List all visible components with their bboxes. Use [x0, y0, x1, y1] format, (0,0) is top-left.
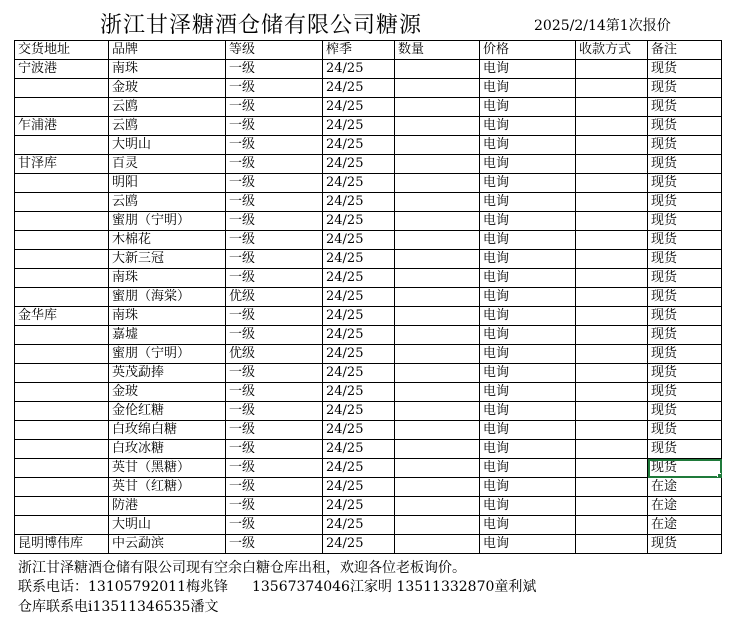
- cell-quantity[interactable]: [395, 383, 480, 402]
- cell-payment[interactable]: [576, 535, 648, 554]
- table-row: [15, 79, 722, 98]
- header-price[interactable]: 价格: [480, 41, 576, 60]
- cell-quantity[interactable]: [395, 535, 480, 554]
- cell-price[interactable]: 电询: [480, 174, 576, 193]
- cell-brand[interactable]: 明阳: [109, 174, 226, 193]
- table-row: [15, 231, 722, 250]
- cell-note[interactable]: 在途: [648, 497, 722, 516]
- cell-season[interactable]: 24/25: [323, 250, 395, 269]
- cell-note[interactable]: 现货: [648, 212, 722, 231]
- cell-season[interactable]: 24/25: [323, 440, 395, 459]
- cell-payment[interactable]: [576, 497, 648, 516]
- table-row: [15, 478, 722, 497]
- cell-location[interactable]: [15, 421, 109, 440]
- cell-note[interactable]: 现货: [648, 402, 722, 421]
- cell-location[interactable]: [15, 364, 109, 383]
- cell-location[interactable]: [15, 231, 109, 250]
- cell-brand[interactable]: 云鸥: [109, 98, 226, 117]
- cell-payment[interactable]: [576, 383, 648, 402]
- cell-payment[interactable]: [576, 193, 648, 212]
- cell-grade[interactable]: 优级: [226, 288, 323, 307]
- cell-price[interactable]: 电询: [480, 231, 576, 250]
- cell-price[interactable]: 电询: [480, 212, 576, 231]
- cell-note[interactable]: 现货: [648, 288, 722, 307]
- cell-brand[interactable]: 云鸥: [109, 117, 226, 136]
- cell-quantity[interactable]: [395, 155, 480, 174]
- cell-quantity[interactable]: [395, 288, 480, 307]
- cell-grade[interactable]: 一级: [226, 478, 323, 497]
- header-note[interactable]: 备注: [648, 41, 722, 60]
- cell-location[interactable]: [15, 79, 109, 98]
- cell-grade[interactable]: 一级: [226, 117, 323, 136]
- header-row: [15, 41, 722, 60]
- cell-location[interactable]: [15, 269, 109, 288]
- cell-price[interactable]: 电询: [480, 478, 576, 497]
- cell-location[interactable]: [15, 212, 109, 231]
- cell-location[interactable]: [15, 497, 109, 516]
- cell-quantity[interactable]: [395, 212, 480, 231]
- cell-brand[interactable]: 云鸥: [109, 193, 226, 212]
- table-row: [15, 402, 722, 421]
- cell-season[interactable]: 24/25: [323, 459, 395, 478]
- cell-brand[interactable]: 金玻: [109, 383, 226, 402]
- cell-note[interactable]: 现货: [648, 79, 722, 98]
- cell-location[interactable]: [15, 193, 109, 212]
- cell-payment[interactable]: [576, 326, 648, 345]
- cell-note[interactable]: 现货: [648, 459, 722, 478]
- table-row: [15, 307, 722, 326]
- cell-grade[interactable]: 优级: [226, 345, 323, 364]
- cell-brand[interactable]: 木棉花: [109, 231, 226, 250]
- cell-note[interactable]: 现货: [648, 326, 722, 345]
- cell-grade[interactable]: 一级: [226, 421, 323, 440]
- page-title[interactable]: 浙江甘泽糖酒仓储有限公司糖源: [100, 13, 423, 38]
- cell-note[interactable]: 在途: [648, 516, 722, 535]
- cell-payment[interactable]: [576, 212, 648, 231]
- cell-brand[interactable]: 白玫绵白糖: [109, 421, 226, 440]
- table-row: [15, 250, 722, 269]
- table-row: [15, 345, 722, 364]
- cell-season[interactable]: 24/25: [323, 79, 395, 98]
- cell-brand[interactable]: 金伦红糖: [109, 402, 226, 421]
- cell-price[interactable]: 电询: [480, 155, 576, 174]
- cell-note[interactable]: 现货: [648, 155, 722, 174]
- cell-note[interactable]: 现货: [648, 231, 722, 250]
- cell-payment[interactable]: [576, 155, 648, 174]
- footer-warehouse-contact[interactable]: 仓库联系电i13511346535潘文: [18, 599, 219, 615]
- cell-payment[interactable]: [576, 421, 648, 440]
- cell-grade[interactable]: 一级: [226, 383, 323, 402]
- cell-location[interactable]: [15, 345, 109, 364]
- cell-note[interactable]: 现货: [648, 364, 722, 383]
- cell-quantity[interactable]: [395, 307, 480, 326]
- cell-grade[interactable]: 一级: [226, 440, 323, 459]
- table-row: [15, 98, 722, 117]
- cell-payment[interactable]: [576, 402, 648, 421]
- cell-brand[interactable]: 防港: [109, 497, 226, 516]
- table-row: [15, 117, 722, 136]
- cell-season[interactable]: 24/25: [323, 421, 395, 440]
- table-row: [15, 136, 722, 155]
- cell-payment[interactable]: [576, 478, 648, 497]
- cell-price[interactable]: 电询: [480, 402, 576, 421]
- cell-note[interactable]: 现货: [648, 117, 722, 136]
- cell-note[interactable]: 现货: [648, 345, 722, 364]
- cell-location[interactable]: [15, 136, 109, 155]
- cell-quantity[interactable]: [395, 364, 480, 383]
- cell-note[interactable]: 现货: [648, 98, 722, 117]
- cell-grade[interactable]: 一级: [226, 60, 323, 79]
- cell-season[interactable]: 24/25: [323, 155, 395, 174]
- cell-price[interactable]: 电询: [480, 345, 576, 364]
- cell-brand[interactable]: 大明山: [109, 136, 226, 155]
- table-row: [15, 193, 722, 212]
- contact-1[interactable]: 13105792011梅兆锋: [88, 579, 228, 595]
- cell-quantity[interactable]: [395, 326, 480, 345]
- cell-season[interactable]: 24/25: [323, 269, 395, 288]
- table-row: [15, 212, 722, 231]
- cell-location[interactable]: [15, 98, 109, 117]
- cell-price[interactable]: 电询: [480, 535, 576, 554]
- cell-brand[interactable]: 大新三冠: [109, 250, 226, 269]
- table-row: [15, 440, 722, 459]
- cell-brand[interactable]: 蜜朋（海棠）: [109, 288, 226, 307]
- cell-season[interactable]: 24/25: [323, 288, 395, 307]
- cell-payment[interactable]: [576, 345, 648, 364]
- cell-price[interactable]: 电询: [480, 364, 576, 383]
- cell-note[interactable]: 在途: [648, 478, 722, 497]
- cell-price[interactable]: 电询: [480, 250, 576, 269]
- cell-brand[interactable]: 中云勐滨: [109, 535, 226, 554]
- cell-quantity[interactable]: [395, 497, 480, 516]
- table-row: [15, 155, 722, 174]
- cell-note[interactable]: 现货: [648, 383, 722, 402]
- cell-grade[interactable]: 一级: [226, 212, 323, 231]
- cell-brand[interactable]: 英茂勐捧: [109, 364, 226, 383]
- cell-grade[interactable]: 一级: [226, 136, 323, 155]
- cell-price[interactable]: 电询: [480, 79, 576, 98]
- cell-grade[interactable]: 一级: [226, 326, 323, 345]
- cell-note[interactable]: 现货: [648, 193, 722, 212]
- cell-season[interactable]: 24/25: [323, 478, 395, 497]
- cell-price[interactable]: 电询: [480, 516, 576, 535]
- header-quantity[interactable]: 数量: [395, 41, 480, 60]
- cell-price[interactable]: 电询: [480, 440, 576, 459]
- cell-location[interactable]: [15, 459, 109, 478]
- cell-season[interactable]: 24/25: [323, 60, 395, 79]
- cell-grade[interactable]: 一级: [226, 250, 323, 269]
- contact-3[interactable]: 13511332870童利斌: [396, 579, 537, 595]
- cell-note[interactable]: 现货: [648, 174, 722, 193]
- table-row: [15, 535, 722, 554]
- cell-payment[interactable]: [576, 459, 648, 478]
- table-row: [15, 269, 722, 288]
- header-grade[interactable]: 等级: [226, 41, 323, 60]
- cell-grade[interactable]: 一级: [226, 193, 323, 212]
- cell-season[interactable]: 24/25: [323, 497, 395, 516]
- cell-note[interactable]: 现货: [648, 421, 722, 440]
- cell-season[interactable]: 24/25: [323, 174, 395, 193]
- cell-brand[interactable]: 英甘（红糖）: [109, 478, 226, 497]
- cell-location[interactable]: 宁波港: [15, 60, 109, 79]
- footer-rental-notice[interactable]: 浙江甘泽糖酒仓储有限公司现有空余白糖仓库出租，欢迎各位老板询价。: [18, 560, 466, 576]
- cell-grade[interactable]: 一级: [226, 155, 323, 174]
- cell-season[interactable]: 24/25: [323, 364, 395, 383]
- cell-brand[interactable]: 英甘（黑糖）: [109, 459, 226, 478]
- cell-grade[interactable]: 一级: [226, 174, 323, 193]
- cell-note[interactable]: 现货: [648, 136, 722, 155]
- cell-grade[interactable]: 一级: [226, 459, 323, 478]
- table-row: [15, 516, 722, 535]
- cell-payment[interactable]: [576, 288, 648, 307]
- cell-grade[interactable]: 一级: [226, 231, 323, 250]
- cell-quantity[interactable]: [395, 250, 480, 269]
- cell-grade[interactable]: 一级: [226, 364, 323, 383]
- cell-location[interactable]: [15, 250, 109, 269]
- cell-price[interactable]: 电询: [480, 269, 576, 288]
- cell-location[interactable]: [15, 174, 109, 193]
- cell-note[interactable]: 现货: [648, 440, 722, 459]
- cell-quantity[interactable]: [395, 516, 480, 535]
- cell-quantity[interactable]: [395, 231, 480, 250]
- cell-quantity[interactable]: [395, 117, 480, 136]
- cell-grade[interactable]: 一级: [226, 516, 323, 535]
- table-row: [15, 383, 722, 402]
- cell-brand[interactable]: 大明山: [109, 516, 226, 535]
- table-body: [15, 60, 722, 554]
- cell-location[interactable]: 金华库: [15, 307, 109, 326]
- table-row: [15, 459, 722, 478]
- cell-note[interactable]: 现货: [648, 269, 722, 288]
- cell-price[interactable]: 电询: [480, 136, 576, 155]
- cell-location[interactable]: 乍浦港: [15, 117, 109, 136]
- cell-price[interactable]: 电询: [480, 307, 576, 326]
- cell-payment[interactable]: [576, 231, 648, 250]
- cell-location[interactable]: [15, 440, 109, 459]
- header-season[interactable]: 榨季: [323, 41, 395, 60]
- cell-payment[interactable]: [576, 250, 648, 269]
- cell-price[interactable]: 电询: [480, 193, 576, 212]
- cell-price[interactable]: 电询: [480, 288, 576, 307]
- cell-location[interactable]: [15, 402, 109, 421]
- cell-location[interactable]: [15, 288, 109, 307]
- cell-grade[interactable]: 一级: [226, 402, 323, 421]
- cell-payment[interactable]: [576, 440, 648, 459]
- cell-brand[interactable]: 蜜朋（宁明）: [109, 212, 226, 231]
- cell-season[interactable]: 24/25: [323, 231, 395, 250]
- cell-brand[interactable]: 百灵: [109, 155, 226, 174]
- cell-quantity[interactable]: [395, 459, 480, 478]
- cell-note[interactable]: 现货: [648, 60, 722, 79]
- cell-season[interactable]: 24/25: [323, 535, 395, 554]
- title-row: [0, 0, 754, 40]
- table-row: [15, 326, 722, 345]
- cell-season[interactable]: 24/25: [323, 516, 395, 535]
- cell-quantity[interactable]: [395, 478, 480, 497]
- fill-handle[interactable]: [717, 473, 722, 478]
- cell-brand[interactable]: 金玻: [109, 79, 226, 98]
- cell-payment[interactable]: [576, 79, 648, 98]
- cell-payment[interactable]: [576, 174, 648, 193]
- cell-quantity[interactable]: [395, 98, 480, 117]
- header-payment[interactable]: 收款方式: [576, 41, 648, 60]
- cell-location[interactable]: 甘泽库: [15, 155, 109, 174]
- cell-location[interactable]: 昆明博伟库: [15, 535, 109, 554]
- cell-quantity[interactable]: [395, 79, 480, 98]
- cell-quantity[interactable]: [395, 136, 480, 155]
- cell-brand[interactable]: 南珠: [109, 269, 226, 288]
- cell-price[interactable]: 电询: [480, 383, 576, 402]
- cell-season[interactable]: 24/25: [323, 193, 395, 212]
- cell-quantity[interactable]: [395, 345, 480, 364]
- cell-grade[interactable]: 一级: [226, 269, 323, 288]
- cell-grade[interactable]: 一级: [226, 497, 323, 516]
- footer-contacts: [18, 576, 536, 596]
- cell-brand[interactable]: 南珠: [109, 60, 226, 79]
- cell-payment[interactable]: [576, 516, 648, 535]
- table-row: [15, 60, 722, 79]
- cell-grade[interactable]: 一级: [226, 535, 323, 554]
- cell-location[interactable]: [15, 326, 109, 345]
- cell-quantity[interactable]: [395, 60, 480, 79]
- header-brand[interactable]: 品牌: [109, 41, 226, 60]
- cell-season[interactable]: 24/25: [323, 402, 395, 421]
- contact-2[interactable]: 13567374046江家明: [251, 579, 392, 595]
- cell-season[interactable]: 24/25: [323, 212, 395, 231]
- cell-grade[interactable]: 一级: [226, 79, 323, 98]
- cell-quantity[interactable]: [395, 174, 480, 193]
- cell-price[interactable]: 电询: [480, 459, 576, 478]
- cell-payment[interactable]: [576, 307, 648, 326]
- cell-price[interactable]: 电询: [480, 98, 576, 117]
- cell-price[interactable]: 电询: [480, 497, 576, 516]
- header-location[interactable]: 交货地址: [15, 41, 109, 60]
- cell-brand[interactable]: 蜜朋（宁明）: [109, 345, 226, 364]
- cell-season[interactable]: 24/25: [323, 326, 395, 345]
- cell-payment[interactable]: [576, 117, 648, 136]
- cell-note[interactable]: 现货: [648, 535, 722, 554]
- table-row: [15, 497, 722, 516]
- price-table: [14, 40, 722, 554]
- quote-date[interactable]: 2025/2/14第1次报价: [534, 18, 671, 34]
- table-row: [15, 421, 722, 440]
- cell-price[interactable]: 电询: [480, 60, 576, 79]
- contact-label[interactable]: 联系电话：: [18, 579, 88, 595]
- cell-quantity[interactable]: [395, 402, 480, 421]
- cell-brand[interactable]: 白玫冰糖: [109, 440, 226, 459]
- cell-location[interactable]: [15, 383, 109, 402]
- cell-quantity[interactable]: [395, 421, 480, 440]
- cell-brand[interactable]: 南珠: [109, 307, 226, 326]
- cell-price[interactable]: 电询: [480, 117, 576, 136]
- cell-season[interactable]: 24/25: [323, 98, 395, 117]
- cell-season[interactable]: 24/25: [323, 117, 395, 136]
- cell-note[interactable]: 现货: [648, 250, 722, 269]
- cell-payment[interactable]: [576, 136, 648, 155]
- table-row: [15, 364, 722, 383]
- cell-price[interactable]: 电询: [480, 421, 576, 440]
- cell-payment[interactable]: [576, 269, 648, 288]
- cell-payment[interactable]: [576, 98, 648, 117]
- cell-season[interactable]: 24/25: [323, 383, 395, 402]
- cell-location[interactable]: [15, 478, 109, 497]
- cell-price[interactable]: 电询: [480, 326, 576, 345]
- cell-grade[interactable]: 一级: [226, 98, 323, 117]
- table-row: [15, 174, 722, 193]
- cell-season[interactable]: 24/25: [323, 307, 395, 326]
- cell-payment[interactable]: [576, 60, 648, 79]
- cell-note[interactable]: 现货: [648, 307, 722, 326]
- cell-grade[interactable]: 一级: [226, 307, 323, 326]
- cell-season[interactable]: 24/25: [323, 345, 395, 364]
- cell-season[interactable]: 24/25: [323, 136, 395, 155]
- cell-quantity[interactable]: [395, 193, 480, 212]
- cell-payment[interactable]: [576, 364, 648, 383]
- cell-quantity[interactable]: [395, 440, 480, 459]
- cell-quantity[interactable]: [395, 269, 480, 288]
- cell-location[interactable]: [15, 516, 109, 535]
- table-row: [15, 288, 722, 307]
- cell-brand[interactable]: 嘉墟: [109, 326, 226, 345]
